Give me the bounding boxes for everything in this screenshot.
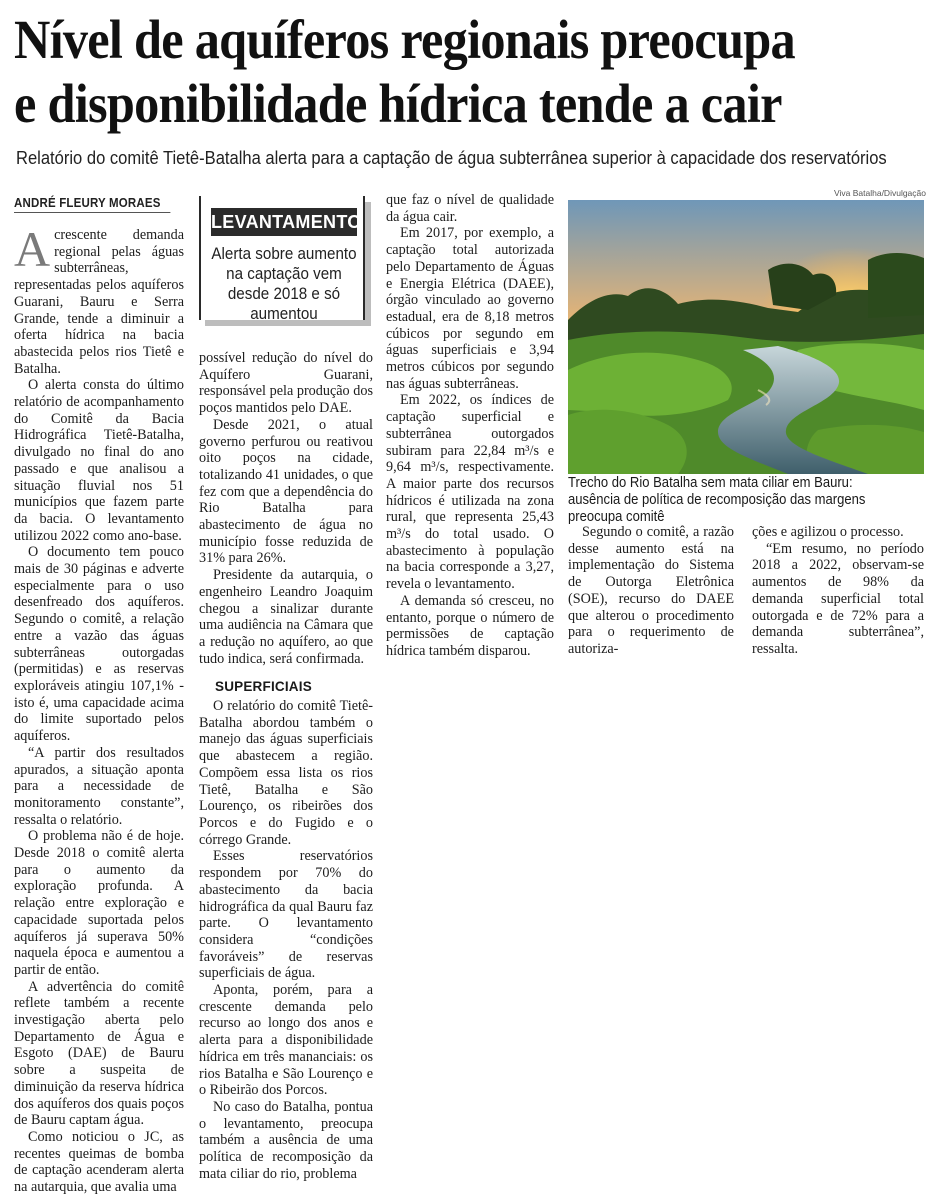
paragraph: No caso do Batalha, pontua o levantamento, preocupa também a ausência de uma política de recomposição da mata ciliar do rio, problema	[199, 1098, 373, 1182]
article-column-3	[386, 192, 554, 660]
headline-line-1: Nível de aquíferos regionais preocupa	[14, 9, 795, 70]
highlight-box-text: Alerta sobre aumento na captação vem desde 2018 e só aumentou	[211, 245, 357, 323]
article-column-1	[14, 221, 184, 1196]
paragraph: A advertência do comitê reflete também a recente investigação aberta pelo Departamento de Água e Esgoto (DAE) de Bauru sobre a suspeita de diminuição da reserva hídrica dos aquíferos dos quais poços de Bauru captam água.	[14, 978, 184, 1129]
paragraph: Presidente da autarquia, o engenheiro Leandro Joaquim chegou a sinalizar durante uma audiência na Câmara que a redução no aquífero, ao que tudo indica, será confirmada.	[199, 567, 373, 667]
paragraph: O relatório do comitê Tietê-Batalha abordou também o manejo das águas superficiais que abastecem a região. Compõem essa lista os rios Tietê, Batalha e São Lourenço, os ribeirões dos Porcos e do Fugido e o córrego Grande.	[199, 698, 373, 848]
section-subtitle: SUPERFICIAIS	[215, 679, 312, 695]
highlight-box-title: LEVANTAMENTO	[211, 208, 357, 236]
headline-line-2: e disponibilidade hídrica tende a cair	[14, 73, 782, 134]
paragraph: “A partir dos resultados apurados, a situação aponta para a necessidade de monitoramento constante”, ressalta o relatório.	[14, 744, 184, 828]
river-photo-illustration	[568, 200, 924, 474]
article-column-2	[199, 350, 373, 1182]
paragraph: Desde 2021, o atual governo perfurou ou reativou oito poços na cidade, totalizando 41 unidades, o que fez com que a dependência do Rio Batalha para abastecimento de água no município fosse reduzida de 31% para 26%.	[199, 416, 373, 567]
paragraph: O documento tem pouco mais de 30 páginas e adverte especialmente para o uso desenfreado dos aquíferos. Segundo o comitê, a relação entre a vazão das águas subterrâneas outorgadas (permitidas) e as reservas exploráveis atingiu 107,1% - isto é, uma capacidade acima do limite suportado pelos aquíferos.	[14, 544, 184, 745]
paragraph: Segundo o comitê, a razão desse aumento está na implementação do Sistema de Outorga Eletrônica (SOE), recurso do DAEE que alterou o procedimento para o requerimento de autoriza-	[568, 524, 734, 657]
photo-credit: Viva Batalha/Divulgação	[834, 188, 926, 198]
paragraph: Aponta, porém, para a crescente demanda pelo recurso ao longo dos anos e alerta para a disponibilidade hídrica em três mananciais: os rios Batalha e São Lourenço e o Ribeirão dos Porcos.	[199, 982, 373, 1099]
paragraph-text: crescente demanda regional pelas águas subterrâneas, representadas pelos aquíferos Guarani, Bauru e Serra Grande, tende a diminuir a oferta hídrica na bacia abastecida pelos rios Tietê e Batalha.	[14, 227, 184, 377]
highlight-box	[199, 196, 373, 324]
highlight-box-card	[199, 196, 365, 323]
photo-caption: Trecho do Rio Batalha sem mata ciliar em Bauru: ausência de política de recomposição das margens preocupa comitê	[568, 475, 866, 525]
paragraph: ções e agilizou o processo.	[752, 524, 904, 540]
paragraph: A demanda só cresceu, no entanto, porque o número de permissões de captação hídrica também disparou.	[386, 592, 554, 659]
paragraph: “Em resumo, no período 2018 a 2022, observam-se aumentos de 98% da demanda superficial total outorgada e de 72% para a demanda subterrânea”, ressalta.	[752, 540, 924, 657]
article-column-5	[752, 524, 924, 658]
paragraph	[14, 221, 184, 377]
headline	[14, 8, 856, 136]
paragraph: possível redução do nível do Aquífero Guarani, responsável pela produção dos poços mantidos pelo DAE.	[199, 350, 373, 417]
subheadline: Relatório do comitê Tietê-Batalha alerta para a captação de água subterrânea superior à capacidade dos reservatórios	[16, 147, 887, 168]
byline: ANDRÉ FLEURY MORAES	[14, 196, 170, 213]
article-column-4	[568, 524, 734, 658]
river-photo	[568, 200, 924, 474]
paragraph: Em 2017, por exemplo, a captação total autorizada pelo Departamento de Águas e Energia Elétrica (DAEE), órgão vinculado ao governo estadual, era de 8,18 metros cúbicos por segundo em águas superficiais e 3,94 metros cúbicos por segundo nas águas subterrâneas.	[386, 225, 554, 392]
paragraph: Esses reservatórios respondem por 70% do abastecimento da bacia hidrográfica da qual Bauru faz parte. O levantamento considera “condições favoráveis” de reservas superficiais de água.	[199, 848, 373, 982]
paragraph: Em 2022, os índices de captação superficial e subterrânea outorgados subiram para 22,84 m³/s e 9,64 m³/s, respectivamente. A maior parte dos recursos hídricos é utilizada na zona rural, que representa 25,43 m³/s do total usado. O abastecimento à população na bacia corresponde a 3,27, revela o levantamento.	[386, 392, 554, 593]
paragraph: Como noticiou o JC, as recentes queimas de bomba de captação acenderam alerta na autarquia, que avalia uma	[14, 1128, 184, 1196]
paragraph: O alerta consta do último relatório de acompanhamento do Comitê da Bacia Hidrográfica Tietê-Batalha, divulgado no final do ano passado e que analisou a situação fluvial nos 51 municípios que fazem parte da bacia. O levantamento utilizou 2022 como ano-base.	[14, 377, 184, 544]
paragraph: que faz o nível de qualidade da água cair.	[386, 192, 554, 225]
paragraph: O problema não é de hoje. Desde 2018 o comitê alerta para o aumento da exploração profunda. A relação entre exploração e capacidade suportada pelos aquíferos já superava 50% naquela época e aumentou a partir de então.	[14, 828, 184, 978]
drop-cap: A	[14, 221, 51, 277]
